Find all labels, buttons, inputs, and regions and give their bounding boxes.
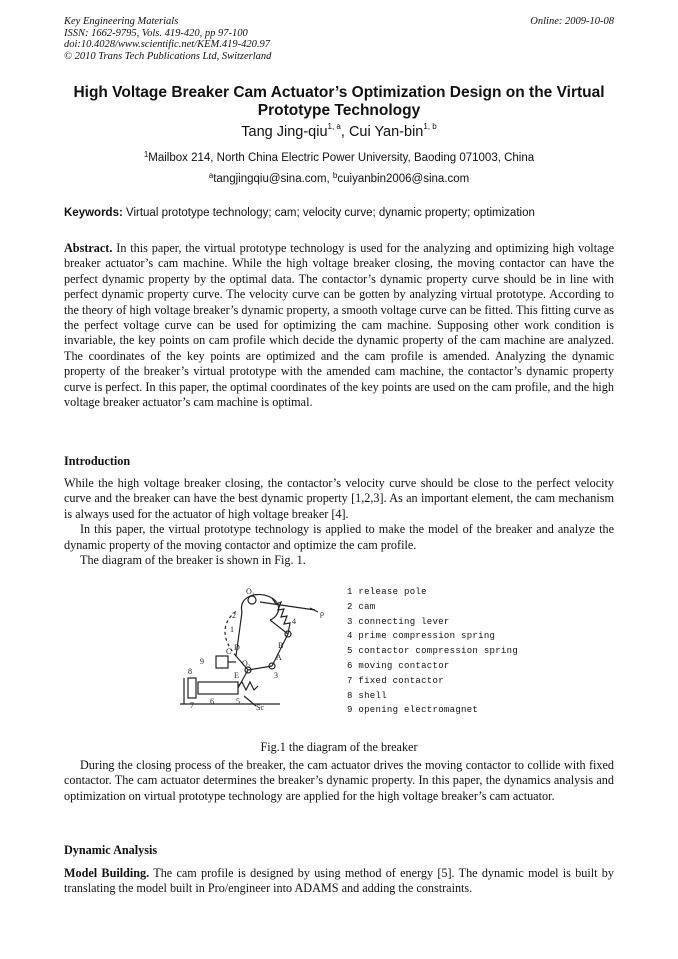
label-a: A [276, 653, 282, 662]
label-b: B [278, 641, 284, 650]
label-6: 6 [210, 697, 214, 706]
label-rho: ρ [320, 609, 324, 618]
abstract-text: In this paper, the virtual prototype technology is used for the analyzing and optimizing high voltage breaker actuator’s cam machine. While the high voltage breaker closing, the moving contactor can have the perfect dynamic property by the optimal data. The contactor’s dynamic property curve should be in line with perfect dynamic property curve. The velocity curve can be gotten by analyzing virtual prototype. According to the theory of high voltage breaker’s dynamic property, a smooth voltage curve can be fitted. This fitting curve as the perfect voltage curve can be used for optimizing the cam machine. Supposing other work condition is invariable, the key points on cam profile which decide the dynamic property of the cam machine are analyzed. The coordinates of the key points are optimized and the cam profile is amended. Analyzing the dynamic property of the breaker’s virtual prototype with the amended cam machine, the contactor’s dynamic property curve is perfect. In this paper, the optimal coordinates of the key points are used on the cam profile, and the high voltage breaker actuator’s cam machine is optimal. [64, 241, 614, 410]
legend-item: 4 prime compression spring [347, 631, 496, 642]
author-separator: , [340, 124, 349, 140]
email-b: cuiyanbin2006@sina.com [337, 173, 470, 185]
figure-legend [347, 585, 518, 718]
journal-name: Key Engineering Materials [64, 16, 179, 27]
abstract-label: Abstract. [64, 241, 113, 255]
email-separator: , [326, 173, 333, 185]
release-pole [260, 602, 315, 610]
author-1-sup: 1, a [327, 122, 341, 131]
author-2: Cui Yan-bin [348, 124, 424, 140]
label-d: D [234, 643, 240, 652]
journal-header [64, 16, 271, 62]
label-8: 8 [188, 667, 192, 676]
label-e: E [234, 671, 239, 680]
label-7: 7 [190, 701, 194, 710]
legend-item: 8 shell [347, 690, 387, 701]
affiliation [0, 152, 678, 164]
legend-item: 2 cam [347, 601, 376, 612]
legend-item: 6 moving contactor [347, 660, 450, 671]
intro-paragraph-2: In this paper, the virtual prototype technology is applied to make the model of the breaker and analyze the dynamic property of the moving contactor and optimize the cam profile. [64, 522, 614, 552]
journal-issn: ISSN: 1662-9795, Vols. 419-420, pp 97-100 [64, 27, 248, 39]
journal-doi: doi:10.4028/www.scientific.net/KEM.419-420.97 [64, 39, 270, 50]
abstract [64, 241, 614, 410]
keywords [64, 207, 614, 219]
affiliation-sup: 1 [143, 150, 149, 159]
email-b-sup: b [332, 171, 338, 180]
closing-process-paragraph: During the closing process of the breaker, the cam actuator drives the moving contactor to collide with fixed contactor. The cam actuator determines the breaker’s dynamic property. In this paper, the dynamics analysis and optimization on virtual prototype technology are applied for the high voltage breaker’s cam actuator. [64, 758, 614, 803]
label-2: 2 [232, 611, 236, 620]
legend-item: 5 contactor compression spring [347, 646, 519, 657]
label-3: 3 [274, 671, 278, 680]
dynamic-analysis-heading: Dynamic Analysis [64, 843, 158, 857]
online-date: Online: 2009-10-08 [530, 16, 614, 27]
label-1: 1 [230, 625, 234, 634]
intro-paragraph-3: The diagram of the breaker is shown in Fig. 1. [80, 553, 306, 568]
affiliation-text: Mailbox 214, North China Electric Power University, Baoding 071003, China [148, 152, 535, 164]
email-a-sup: a [208, 171, 214, 180]
label-sc: Sc [256, 703, 264, 712]
author-2-sup: 1, b [423, 122, 437, 131]
legend-item: 9 opening electromagnet [347, 705, 479, 716]
label-4: 4 [292, 617, 296, 626]
model-building-text: The cam profile is designed by using method of energy [5]. The dynamic model is built by translating the model built in Pro/engineer into ADAMS and adding the constraints. [64, 866, 614, 896]
email-a: tangjingqiu@sina.com [213, 173, 327, 185]
intro-paragraph-1: While the high voltage breaker closing, the contactor’s velocity curve should be close to the perfect velocity curve and the breaker can have the best dynamic property [1,2,3]. As an important element, the cam mechanism is always used for the actuator of high voltage breaker [4]. [64, 476, 614, 521]
model-building-label: Model Building. [64, 866, 150, 880]
cam-outline [241, 594, 278, 620]
cam-pivot [248, 596, 256, 604]
keywords-text: Virtual prototype technology; cam; velocity curve; dynamic property; optimization [122, 207, 535, 219]
legend-item: 1 release pole [347, 587, 427, 597]
label-o2: O₂ [242, 659, 251, 668]
author-line [0, 124, 678, 140]
model-building-paragraph [64, 866, 614, 897]
legend-item: 7 fixed contactor [347, 675, 444, 686]
label-o1: O₁ [246, 587, 255, 596]
legend-item: 3 connecting lever [347, 616, 450, 627]
opening-electromagnet [216, 656, 228, 668]
contactor-spring [238, 682, 258, 690]
author-1: Tang Jing-qiu [241, 124, 328, 140]
moving-contactor [198, 682, 238, 694]
journal-copyright: © 2010 Trans Tech Publications Ltd, Switzerland [64, 50, 272, 62]
figure-caption: Fig.1 the diagram of the breaker [260, 740, 418, 754]
fixed-contactor [188, 678, 196, 698]
label-c: C [226, 647, 232, 656]
label-5: 5 [236, 697, 240, 706]
keywords-label: Keywords: [64, 207, 123, 219]
introduction-body [64, 476, 614, 568]
label-9: 9 [200, 657, 204, 666]
paper-title: High Voltage Breaker Cam Actuator’s Optimization Design on the Virtual Prototype Technology [73, 84, 605, 119]
introduction-heading: Introduction [64, 454, 131, 468]
email-line [0, 173, 678, 185]
